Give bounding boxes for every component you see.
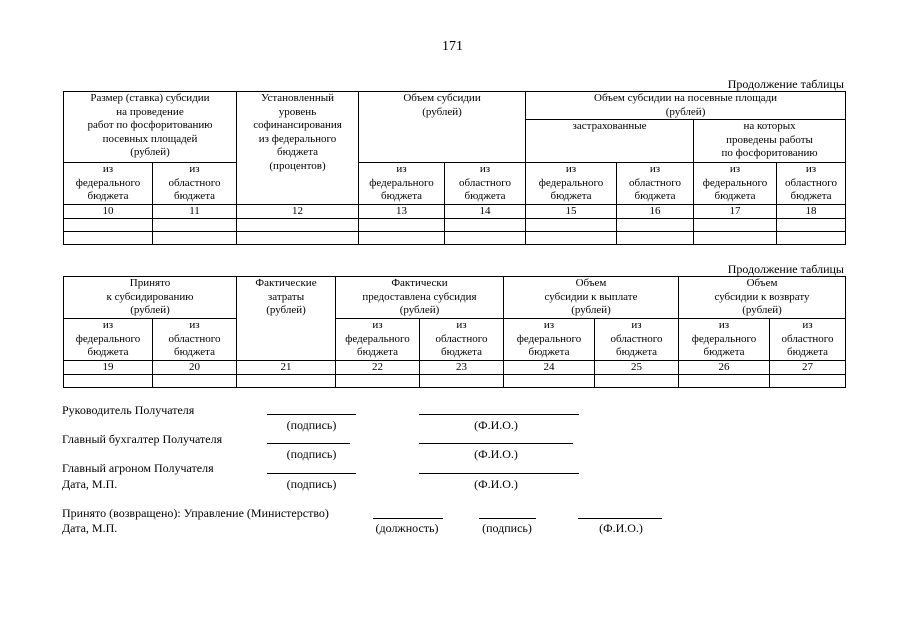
signature-line[interactable] [267,443,350,444]
column-number: 20 [153,361,237,375]
subheader-regional: из областного бюджета [770,319,846,361]
column-number: 16 [617,205,694,219]
table-cell[interactable] [777,219,846,232]
column-number: 14 [445,205,526,219]
table-row [64,232,846,245]
column-number-row [64,205,846,219]
date-mp-label: Дата, М.П. [62,521,118,535]
subheader-regional: из областного бюджета [595,319,679,361]
signature-caption: (подпись) [286,447,337,461]
table-cell[interactable] [153,232,237,245]
subheader-federal: из федерального бюджета [679,319,770,361]
table-cell[interactable] [64,219,153,232]
header-subsidy-rate: Размер (ставка) субсидии на проведение работ по фосфоритованию посевных площадей (рублей) [64,92,237,163]
column-number: 27 [770,361,846,375]
header-subsidy-volume-area: Объем субсидии на посевные площади (рублей) [526,92,846,120]
column-number: 10 [64,205,153,219]
table-cell[interactable] [526,219,617,232]
column-number-row [64,361,846,375]
header-accepted: Принято к субсидированию (рублей) [64,277,237,319]
table-cell[interactable] [359,232,445,245]
table-cell[interactable] [770,375,846,388]
header-actual-provided: Фактически предоставлена субсидия (рублей) [336,277,504,319]
signature-caption: (подпись) [286,418,337,432]
signature-caption: (подпись) [482,521,532,535]
table-cell[interactable] [694,219,777,232]
table-cell[interactable] [153,219,237,232]
header-to-return: Объем субсидии к возврату (рублей) [679,277,846,319]
table-cell[interactable] [336,375,420,388]
table-cell[interactable] [64,232,153,245]
subheader-federal: из федерального бюджета [504,319,595,361]
chief-accountant-label: Главный бухгалтер Получателя [62,432,223,446]
subheader-federal: из федерального бюджета [526,163,617,205]
table-cell[interactable] [359,219,445,232]
column-number: 25 [595,361,679,375]
column-number: 21 [237,361,336,375]
fio-line[interactable] [419,443,573,444]
column-number: 26 [679,361,770,375]
subheader-federal: из федерального бюджета [64,319,153,361]
fio-caption: (Ф.И.О.) [474,447,518,461]
chief-agronomist-label: Главный агроном Получателя [62,461,214,475]
signature-line[interactable] [267,414,356,415]
continuation-label-2: Продолжение таблицы [727,262,844,276]
subheader-regional: из областного бюджета [153,163,237,205]
signature-caption: (подпись) [286,477,337,491]
position-line[interactable] [373,518,443,519]
date-mp-label: Дата, М.П. [62,477,118,491]
header-insured: застрахованные [526,120,694,163]
table-row [64,375,846,388]
table-cell[interactable] [526,232,617,245]
fio-caption: (Ф.И.О.) [599,521,643,535]
column-number: 19 [64,361,153,375]
table-cell[interactable] [694,232,777,245]
column-number: 12 [237,205,359,219]
column-number: 18 [777,205,846,219]
subsidy-table-part-2 [63,276,846,388]
fio-line[interactable] [419,414,579,415]
table-cell[interactable] [420,375,504,388]
position-caption: (должность) [375,521,439,535]
subheader-federal: из федерального бюджета [694,163,777,205]
header-subsidy-volume: Объем субсидии (рублей) [359,92,526,163]
subheader-federal: из федерального бюджета [64,163,153,205]
subsidy-table-part-1 [63,91,846,245]
header-phosphoritization: на которых проведены работы по фосфоритованию [694,120,846,163]
table-cell[interactable] [679,375,770,388]
header-to-pay: Объем субсидии к выплате (рублей) [504,277,679,319]
subheader-regional: из областного бюджета [445,163,526,205]
table-cell[interactable] [237,219,359,232]
subheader-regional: из областного бюджета [420,319,504,361]
head-of-recipient-label: Руководитель Получателя [62,403,195,417]
fio-line[interactable] [578,518,662,519]
header-actual-costs: Фактические затраты (рублей) [237,277,336,361]
column-number: 22 [336,361,420,375]
page-number: 171 [442,39,463,54]
table-cell[interactable] [237,375,336,388]
column-number: 11 [153,205,237,219]
continuation-label-1: Продолжение таблицы [727,77,844,91]
table-cell[interactable] [617,219,694,232]
table-cell[interactable] [777,232,846,245]
header-cofinancing-level: Установленный уровень софинансирования из федерального бюджета (процентов) [237,92,359,205]
table-cell[interactable] [445,219,526,232]
signature-line[interactable] [267,473,356,474]
subheader-federal: из федерального бюджета [359,163,445,205]
column-number: 17 [694,205,777,219]
subheader-regional: из областного бюджета [777,163,846,205]
column-number: 24 [504,361,595,375]
fio-line[interactable] [419,473,579,474]
accepted-returned-label: Принято (возвращено): Управление (Министерство) [62,506,329,520]
fio-caption: (Ф.И.О.) [474,477,518,491]
table-cell[interactable] [504,375,595,388]
subheader-regional: из областного бюджета [617,163,694,205]
column-number: 13 [359,205,445,219]
table-cell[interactable] [595,375,679,388]
table-cell[interactable] [153,375,237,388]
subheader-federal: из федерального бюджета [336,319,420,361]
column-number: 15 [526,205,617,219]
signature-line[interactable] [479,518,536,519]
column-number: 23 [420,361,504,375]
table-row [64,219,846,232]
table-cell[interactable] [445,232,526,245]
table-cell[interactable] [64,375,153,388]
fio-caption: (Ф.И.О.) [474,418,518,432]
table-cell[interactable] [237,232,359,245]
subheader-regional: из областного бюджета [153,319,237,361]
table-cell[interactable] [617,232,694,245]
